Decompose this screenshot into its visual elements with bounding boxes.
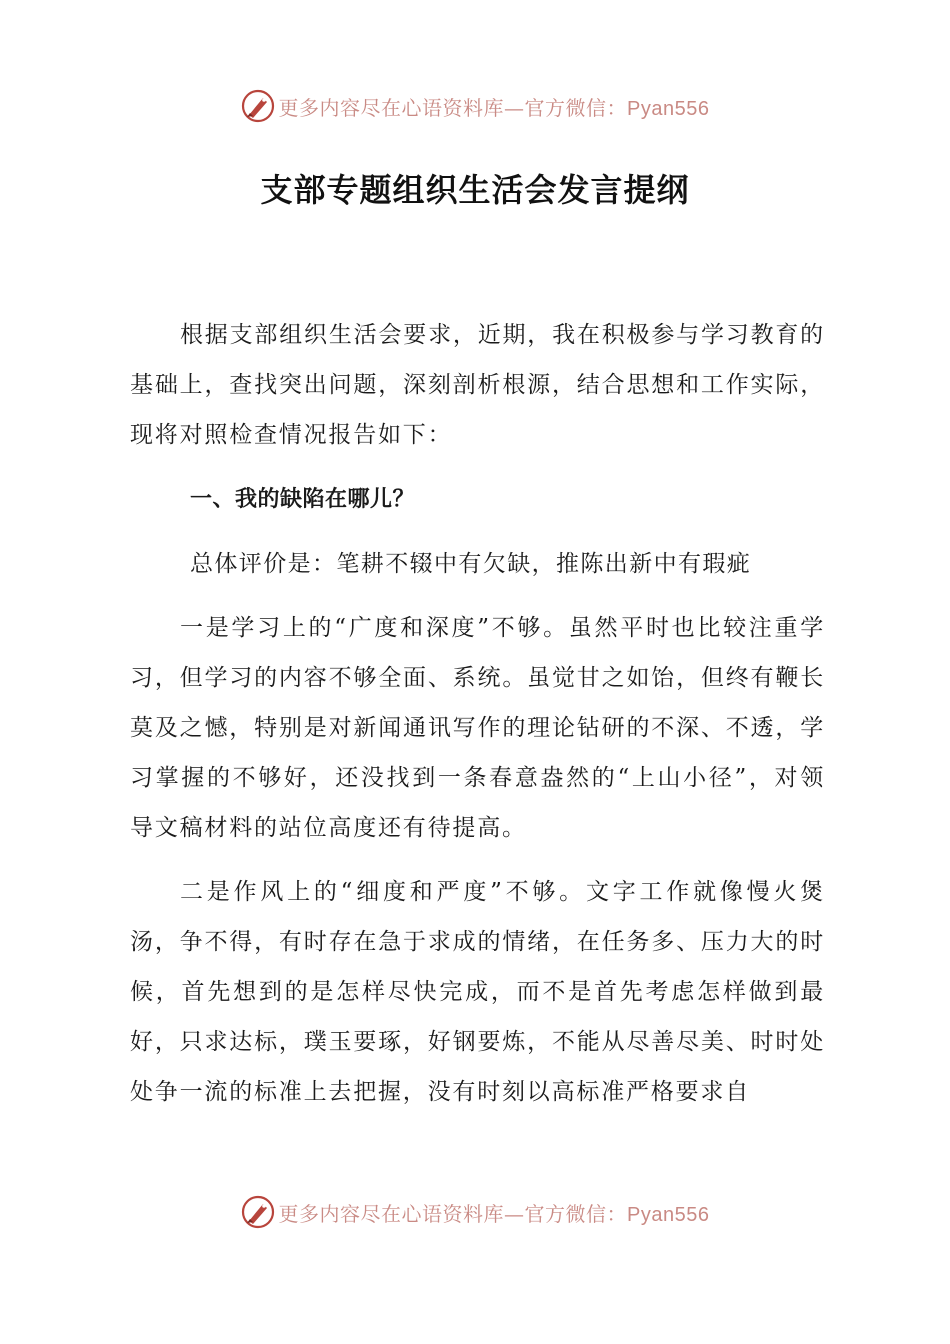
pen-nib-logo-icon [241,1195,275,1229]
point-one-paragraph: 一是学习上的“广度和深度”不够。虽然平时也比较注重学习，但学习的内容不够全面、系统。虽觉甘之如饴，但终有鞭长莫及之憾，特别是对新闻通讯写作的理论钻研的不深、不透，学习掌握的不够好，还没找到一条春意盎然的“上山小径”，对领导文稿材料的站位高度还有待提高。 [130,615,825,841]
document-body [130,310,825,1117]
watermark-text: 更多内容尽在心语资料库—官方微信：Pyan556 [278,1201,710,1226]
overall-evaluation: 总体评价是：笔耕不辍中有欠缺，推陈出新中有瑕疵 [190,551,752,577]
watermark-banner-top [0,86,950,126]
wechat-id: Pyan556 [627,1203,710,1226]
watermark-text: 更多内容尽在心语资料库—官方微信：Pyan556 [278,95,710,120]
intro-paragraph: 根据支部组织生活会要求，近期，我在积极参与学习教育的基础上，查找突出问题，深刻剖析根源，结合思想和工作实际，现将对照检查情况报告如下： [130,322,825,448]
pen-nib-logo-icon [241,89,275,123]
section-heading: 一、我的缺陷在哪儿？ [190,487,416,512]
document-title: 支部专题组织生活会发言提纲 [260,171,690,209]
wechat-id: Pyan556 [627,97,710,120]
point-two-paragraph: 二是作风上的“细度和严度”不够。文字工作就像慢火煲汤，争不得，有时存在急于求成的情绪，在任务多、压力大的时候，首先想到的是怎样尽快完成，而不是首先考虑怎样做到最好，只求达标，璞玉要琢，好钢要炼，不能从尽善尽美、时时处处争一流的标准上去把握，没有时刻以高标准严格要求自 [130,879,825,1105]
watermark-banner-bottom [0,1192,950,1232]
